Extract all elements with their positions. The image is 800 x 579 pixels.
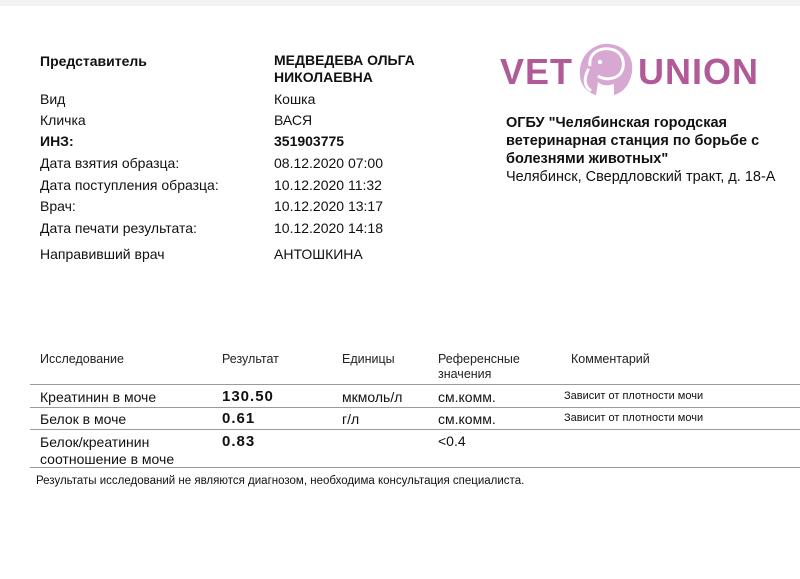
representative-label: Представитель	[40, 53, 147, 69]
inz-label: ИНЗ:	[40, 133, 74, 149]
pet-name-value: ВАСЯ	[274, 112, 313, 128]
row-reference: <0.4	[438, 433, 466, 449]
header-reference-line2: значения	[438, 367, 492, 381]
row-units: мкмоль/л	[342, 389, 403, 405]
header-units: Единицы	[342, 352, 395, 366]
organization-name: ОГБУ "Челябинская городская ветеринарная станция по борьбе с болезнями животных"	[506, 115, 760, 167]
species-label: Вид	[40, 91, 66, 107]
doctor-label: Врач:	[40, 198, 76, 214]
row-result: 130.50	[222, 388, 274, 405]
row-test: Креатинин в моче	[40, 389, 157, 405]
header-reference	[438, 352, 520, 382]
organization-address: Челябинск, Свердловский тракт, д. 18-А	[506, 169, 776, 185]
header-reference-line1: Референсные	[438, 352, 520, 366]
table-divider	[30, 467, 800, 468]
top-bar	[0, 0, 800, 6]
row-result: 0.83	[222, 433, 256, 450]
row-comment: Зависит от плотности мочи	[564, 412, 704, 424]
table-divider	[30, 384, 800, 385]
pet-name-label: Кличка	[40, 112, 86, 128]
logo-text-right: UNION	[638, 51, 759, 92]
row-test-line2: соотношение в моче	[40, 451, 175, 467]
representative-row	[40, 52, 520, 88]
sample-taken-label: Дата взятия образца:	[40, 155, 180, 171]
disclaimer-footnote: Результаты исследований не являются диагнозом, необходима консультация специалиста.	[36, 475, 525, 487]
sample-taken-value: 08.12.2020 07:00	[274, 155, 383, 171]
header-comment: Комментарий	[571, 352, 650, 366]
representative-value-line1: МЕДВЕДЕВА ОЛЬГА	[274, 52, 415, 68]
table-divider	[30, 429, 800, 430]
print-date-label: Дата печати результата:	[40, 220, 197, 236]
header-result: Результат	[222, 352, 279, 366]
row-reference: см.комм.	[438, 389, 496, 405]
row-comment: Зависит от плотности мочи	[564, 390, 704, 402]
elephant-icon	[570, 40, 638, 100]
doctor-value: 10.12.2020 13:17	[274, 198, 383, 214]
representative-value	[274, 52, 415, 86]
referring-value: АНТОШКИНА	[274, 246, 363, 262]
referring-label: Направивший врач	[40, 246, 165, 262]
representative-value-line2: НИКОЛАЕВНА	[274, 69, 373, 85]
table-divider	[30, 407, 800, 408]
print-date-value: 10.12.2020 14:18	[274, 220, 383, 236]
header-test: Исследование	[40, 352, 124, 366]
sample-received-label: Дата поступления образца:	[40, 177, 219, 193]
row-result: 0.61	[222, 410, 256, 427]
sample-received-value: 10.12.2020 11:32	[274, 177, 382, 193]
row-units: г/л	[342, 411, 360, 427]
vet-union-logo	[500, 40, 759, 104]
inz-value: 351903775	[274, 133, 345, 149]
logo-text-left: VET	[500, 51, 574, 92]
row-test: Белок/креатинин	[40, 434, 150, 450]
species-value: Кошка	[274, 91, 316, 107]
row-test: Белок в моче	[40, 411, 127, 427]
row-reference: см.комм.	[438, 411, 496, 427]
